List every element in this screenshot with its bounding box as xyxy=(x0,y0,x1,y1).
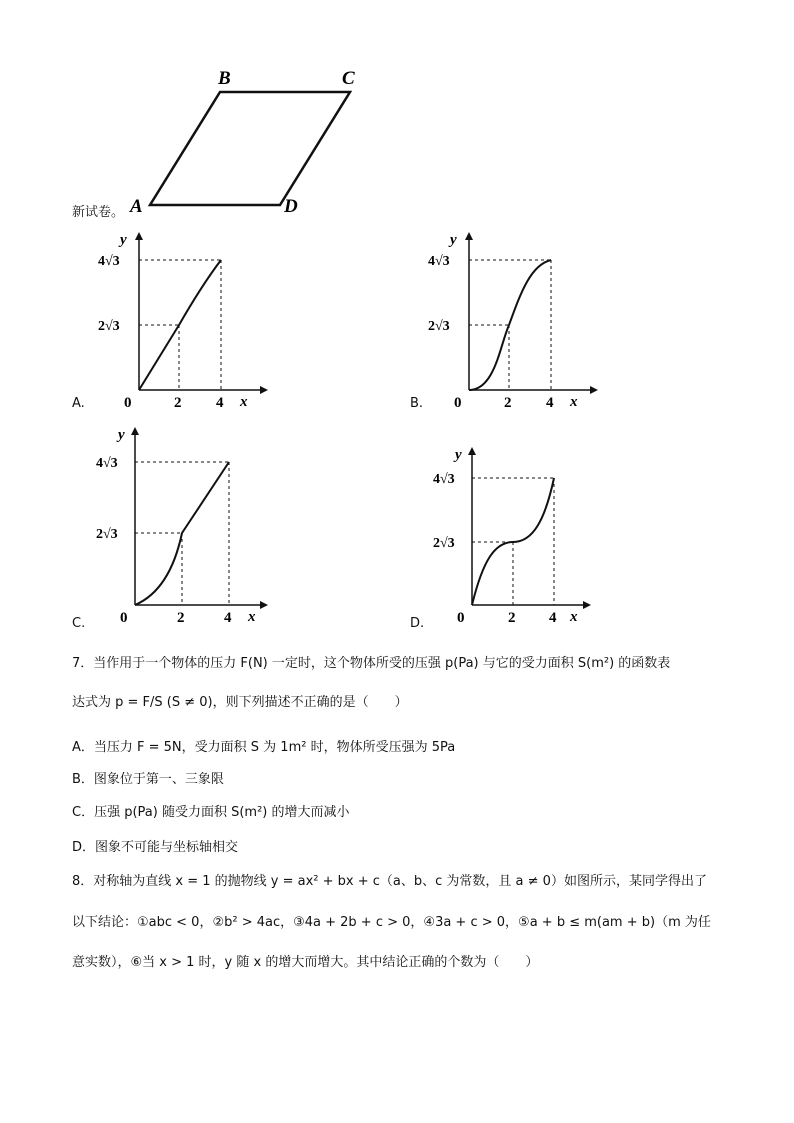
graph-option-a-label: A. xyxy=(72,396,85,411)
x-axis-label: x xyxy=(240,394,248,410)
y-tick-2sqrt3: 2√3 xyxy=(433,536,455,551)
graph-a xyxy=(90,225,270,415)
q8-line-1: 8．对称轴为直线 x = 1 的抛物线 y = ax² + bx + c（a、b、c 为常数，且 a ≠ 0）如图所示，某同学得出了 xyxy=(72,874,707,889)
origin-label: 0 xyxy=(457,610,465,626)
graph-option-d-label: D. xyxy=(410,616,425,631)
q7-option-a: A．当压力 F = 5N，受力面积 S 为 1m² 时，物体所受压强为 5Pa xyxy=(72,740,456,755)
x-tick-2: 2 xyxy=(174,395,182,411)
y-axis-label: y xyxy=(120,232,127,248)
q7-option-d: D．图象不可能与坐标轴相交 xyxy=(72,840,239,855)
vertex-c-label: C xyxy=(342,68,355,89)
x-tick-4: 4 xyxy=(224,610,232,626)
y-tick-4sqrt3: 4√3 xyxy=(428,254,450,269)
graph-c xyxy=(90,420,270,630)
x-axis-label: x xyxy=(248,609,256,625)
y-axis-label: y xyxy=(450,232,457,248)
origin-label: 0 xyxy=(120,610,128,626)
x-tick-2: 2 xyxy=(177,610,185,626)
q7-line-1: 7．当作用于一个物体的压力 F(N) 一定时，这个物体所受的压强 p(Pa) 与它的受力面积 S(m²) 的函数表 xyxy=(72,656,671,671)
x-tick-2: 2 xyxy=(508,610,516,626)
origin-label: 0 xyxy=(124,395,132,411)
origin-label: 0 xyxy=(454,395,462,411)
y-tick-2sqrt3: 2√3 xyxy=(428,319,450,334)
y-tick-2sqrt3: 2√3 xyxy=(98,319,120,334)
y-axis-label: y xyxy=(118,427,125,443)
graph-b xyxy=(420,225,600,415)
y-axis-label: y xyxy=(455,447,462,463)
graph-d xyxy=(425,440,595,630)
x-axis-label: x xyxy=(570,609,578,625)
x-tick-4: 4 xyxy=(546,395,554,411)
vertex-b-label: B xyxy=(218,68,231,89)
x-tick-2: 2 xyxy=(504,395,512,411)
y-tick-4sqrt3: 4√3 xyxy=(96,456,118,471)
vertex-a-label: A xyxy=(130,196,143,217)
q7-option-b: B．图象位于第一、三象限 xyxy=(72,772,224,787)
x-tick-4: 4 xyxy=(216,395,224,411)
graph-option-b-label: B. xyxy=(410,396,424,411)
y-tick-4sqrt3: 4√3 xyxy=(433,472,455,487)
q8-line-2: 以下结论：①abc < 0，②b² > 4ac，③4a + 2b + c > 0，④3a + c > 0，⑤a + b ≤ m(am + b)（m 为任 xyxy=(72,915,711,930)
q7-option-c: C．压强 p(Pa) 随受力面积 S(m²) 的增大而减小 xyxy=(72,805,350,820)
x-tick-4: 4 xyxy=(549,610,557,626)
y-tick-2sqrt3: 2√3 xyxy=(96,527,118,542)
vertex-d-label: D xyxy=(284,196,298,217)
parallelogram-figure xyxy=(120,60,380,220)
q7-line-2: 达式为 p = F/S (S ≠ 0)，则下列描述不正确的是（ ） xyxy=(72,695,408,710)
y-tick-4sqrt3: 4√3 xyxy=(98,254,120,269)
graph-option-c-label: C. xyxy=(72,616,86,631)
x-axis-label: x xyxy=(570,394,578,410)
page-fragment-text: 新试卷。 xyxy=(72,205,125,220)
q8-line-3: 意实数），⑥当 x > 1 时，y 随 x 的增大而增大。其中结论正确的个数为（ ） xyxy=(72,955,539,970)
